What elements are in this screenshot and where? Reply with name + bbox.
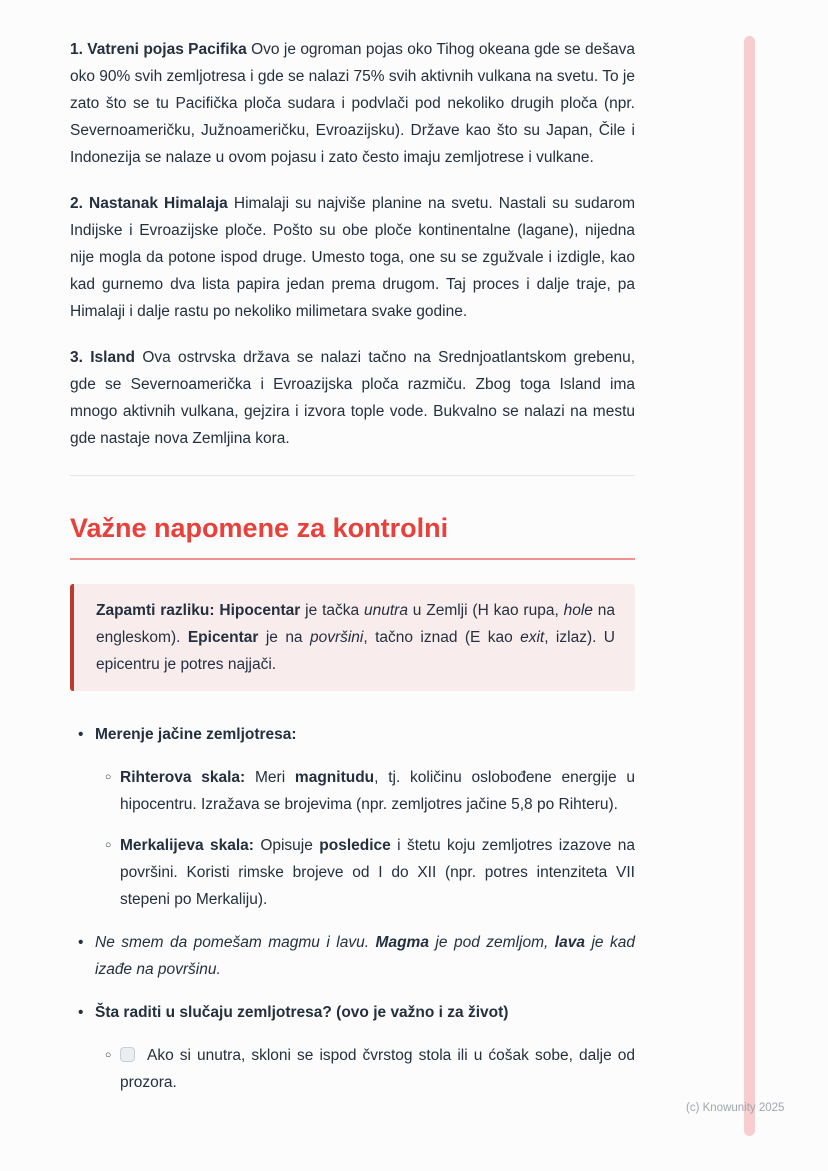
text-run: posledice <box>319 837 391 854</box>
sub-list-item <box>97 1042 635 1096</box>
text-run: Merenje jačine zemljotresa: <box>95 726 297 743</box>
text-run: unutra <box>363 602 408 619</box>
text-run: površini <box>309 629 364 646</box>
list-item-row <box>70 721 635 748</box>
callout-box <box>70 584 635 691</box>
text-run: i štetu koju zemljotres izazove na površini. Koristi rimske brojeve od I do XII (npr. potres intenziteta VII stepeni po Merkaliju). <box>120 837 635 908</box>
sub-list <box>97 1042 635 1096</box>
text-run: je tačka <box>300 602 364 619</box>
paragraph <box>70 344 635 452</box>
bullet-circle-icon <box>105 1042 120 1069</box>
list-item <box>70 721 635 913</box>
bullet-circle-icon <box>105 764 120 791</box>
text-run: Opisuje <box>260 837 320 854</box>
text-run: Epicentar <box>187 629 259 646</box>
list-item-text <box>120 832 635 913</box>
numbered-paragraphs <box>70 36 635 452</box>
text-run: lava <box>554 934 585 951</box>
list-item-row <box>97 764 635 818</box>
watermark: (c) Knowunity 2025 <box>686 1102 785 1114</box>
text-run: Ako si unutra, skloni se ispod čvrstog stola ili u ćošak sobe, dalje od prozora. <box>120 1047 635 1091</box>
notes-list <box>70 721 635 1096</box>
text-run: magnitudu <box>294 769 375 786</box>
text-run: Zapamti razliku: Hipocentar <box>96 602 301 619</box>
bullet-disc-icon <box>78 721 95 748</box>
text-run: Ovo je ogroman pojas oko Tihog okeana gde se dešava oko 90% svih zemljotresa i gde se nalazi 75% svih aktivnih vulkana na svetu. To je zato što se tu Pacifička ploča sudara i podvlači pod nekoliko drugih ploča (npr. Severnoameričku, Južnoameričku, Evroazijsku). Države kao što su Japan, Čile i Indonezija se nalaze u ovom pojasu i zato često imaju zemljotrese i vulkane. <box>70 41 635 166</box>
text-run: , izlaz). U epicentru je potres najjači. <box>96 629 615 673</box>
document-content <box>70 36 635 1112</box>
checkbox-icon[interactable] <box>120 1047 135 1062</box>
paragraph <box>70 190 635 325</box>
text-run: , tj. količinu oslobođene energije u hipocentru. Izražava se brojevima (npr. zemljotres jačine 5,8 po Rihteru). <box>120 769 635 813</box>
text-run: Himalaji su najviše planine na svetu. Nastali su sudarom Indijske i Evroazijske ploče. Pošto su obe ploče kontinentalne (lagane), nijedna nije mogla da potone ispod druge. Umesto toga, one su se zgužvale i izdigle, kao kad gurnemo dva lista papira jedan prema drugom. Taj proces i dalje traje, pa Himalaji i dalje rastu po nekoliko milimetara svake godine. <box>70 195 635 320</box>
list-item-text <box>120 1042 635 1096</box>
text-run: exit <box>520 629 545 646</box>
text-run: je pod zemljom, <box>428 934 555 951</box>
bullet-disc-icon <box>78 999 95 1026</box>
list-item <box>70 999 635 1096</box>
text-run: 1. Vatreni pojas Pacifika <box>70 41 247 58</box>
sub-list-item <box>97 764 635 818</box>
scroll-indicator[interactable] <box>744 36 755 1136</box>
callout-text <box>96 597 615 678</box>
text-run: Šta raditi u slučaju zemljotresa? (ovo je važno i za život) <box>95 1004 509 1021</box>
text-run: u Zemlji (H kao rupa, <box>407 602 564 619</box>
bullet-circle-icon <box>105 832 120 859</box>
list-item-text <box>95 999 635 1026</box>
text-run: je na <box>258 629 310 646</box>
list-item-row <box>97 832 635 913</box>
list-item-text <box>95 721 635 748</box>
bullet-disc-icon <box>78 929 95 956</box>
text-run: hole <box>563 602 593 619</box>
text-run: je kad izađe na površinu. <box>95 934 635 978</box>
sub-list-item <box>97 832 635 913</box>
section-divider <box>70 475 635 476</box>
text-run: Ne smem da pomešam magmu i lavu. <box>95 934 376 951</box>
list-item-row <box>70 999 635 1026</box>
text-run: Meri <box>255 769 295 786</box>
sub-list <box>97 764 635 913</box>
heading-underline <box>70 558 635 560</box>
text-run: Rihterova skala: <box>120 769 255 786</box>
list-item-row <box>70 929 635 983</box>
paragraph <box>70 36 635 171</box>
text-run: Merkalijeva skala: <box>120 837 261 854</box>
text-run: , tačno iznad (E kao <box>363 629 521 646</box>
list-item <box>70 929 635 983</box>
section-heading: Važne napomene za kontrolni <box>70 513 449 543</box>
text-run: 3. Island <box>70 349 136 366</box>
list-item-text <box>120 764 635 818</box>
text-run: Ova ostrvska država se nalazi tačno na Srednjoatlantskom grebenu, gde se Severnoamerička i Evroazijska ploča razmiču. Zbog toga Island ima mnogo aktivnih vulkana, gejzira i izvora tople vode. Bukvalno se nalazi na mestu gde nastaje nova Zemljina kora. <box>70 349 635 447</box>
list-item-row <box>97 1042 635 1096</box>
text-run: 2. Nastanak Himalaja <box>70 195 228 212</box>
text-run: Magma <box>375 934 429 951</box>
list-item-text <box>95 929 635 983</box>
text-run: na engleskom). <box>96 602 616 646</box>
